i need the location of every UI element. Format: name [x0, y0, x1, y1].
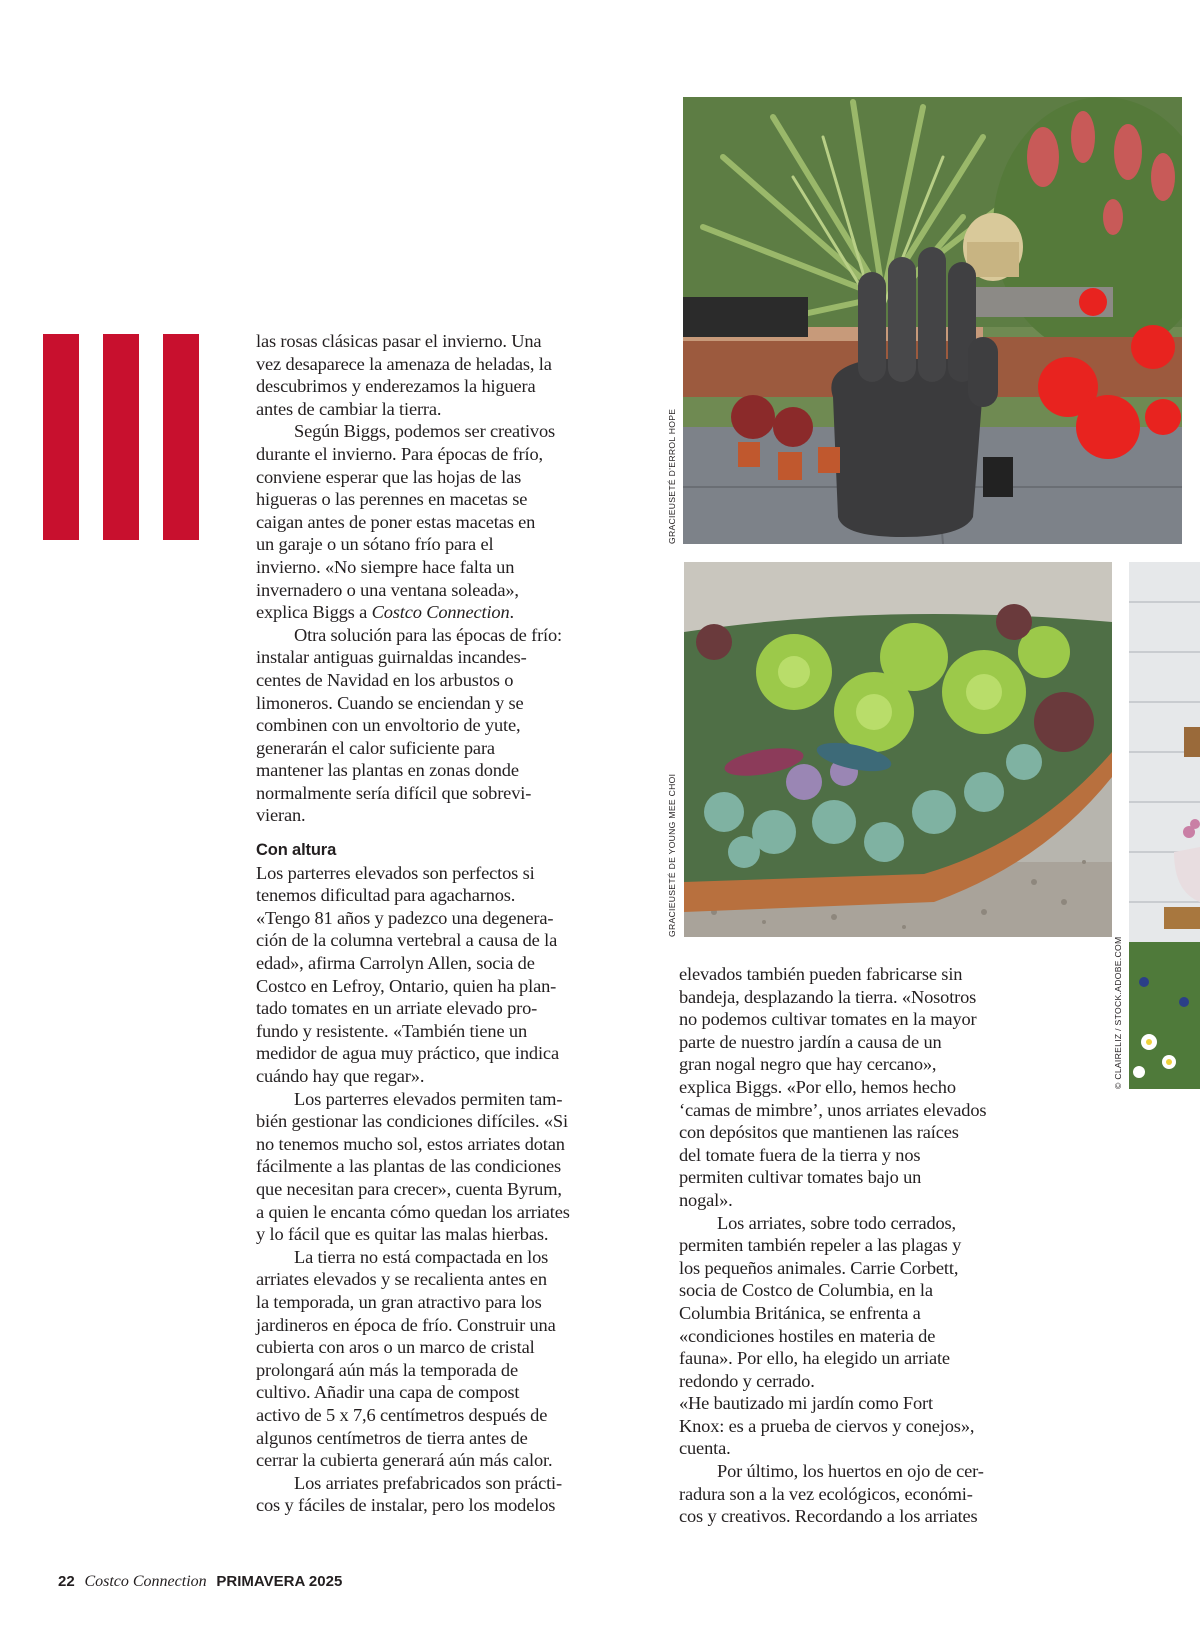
text-line: con depósitos que mantienen las raíces — [679, 1122, 959, 1143]
text-line: los pequeños animales. Carrie Corbett, — [679, 1257, 959, 1278]
text-line: gran nogal negro que hay cercano», — [679, 1054, 937, 1075]
text-line: limoneros. Cuando se enciendan y se — [256, 692, 524, 713]
text-line: centes de Navidad en los arbustos o — [256, 669, 514, 690]
text-line: nogal». — [679, 1189, 733, 1210]
text-line: Por último, los huertos en ojo de cer- — [717, 1461, 984, 1482]
text-line: tado tomates en un arriate elevado pro- — [256, 998, 538, 1019]
text-line: Otra solución para las épocas de frío: — [294, 624, 563, 645]
text-line: socia de Costco de Columbia, en la — [679, 1280, 933, 1301]
text-line: descubrimos y enderezamos la higuera — [256, 376, 536, 397]
text-line: mantener las plantas en zonas donde — [256, 760, 519, 781]
text-line: cos y fáciles de instalar, pero los modelos — [256, 1495, 556, 1516]
text-line: parte de nuestro jardín a causa de un — [679, 1031, 942, 1052]
text-line: vez desaparece la amenaza de heladas, la — [256, 353, 552, 374]
issue-label: PRIMAVERA 2025 — [216, 1573, 343, 1590]
text-line: «Tengo 81 años y padezco una degenera- — [256, 907, 554, 928]
decorative-red-bar-2 — [103, 334, 139, 540]
text-line: Columbia Británica, se enfrenta a — [679, 1302, 921, 1323]
photo-hand-chair-image — [683, 97, 1182, 544]
text-line: elevados también pueden fabricarse sin — [679, 964, 963, 984]
page-number: 22 — [58, 1573, 75, 1590]
text-line: Los parterres elevados permiten tam- — [294, 1088, 563, 1109]
text-line: ción de la columna vertebral a causa de la — [256, 930, 558, 951]
text-line: «condiciones hostiles en materia de — [679, 1325, 936, 1346]
text-line: combinen con un envoltorio de yute, — [256, 715, 521, 736]
text-line: prolongará aún más la temporada de — [256, 1359, 518, 1380]
text-line: explica Biggs. «Por ello, hemos hecho — [679, 1076, 956, 1097]
photo-credit-3: © CLAIRELIZ / STOCK.ADOBE.COM — [1113, 936, 1123, 1089]
section-subhead: Con altura — [256, 841, 337, 860]
text-line: medidor de agua muy práctico, que indica — [256, 1043, 559, 1064]
text-line: explica Biggs a Costco Connection. — [256, 602, 514, 623]
text-line: Knox: es a prueba de ciervos y conejos», — [679, 1415, 975, 1436]
text-line: normalmente sería difícil que sobrevi- — [256, 782, 532, 803]
text-line: antes de cambiar la tierra. — [256, 398, 442, 419]
text-line: cultivo. Añadir una capa de compost — [256, 1382, 520, 1403]
text-line: cubierta con aros o un marco de cristal — [256, 1337, 535, 1358]
text-line: activo de 5 x 7,6 centímetros después de — [256, 1404, 548, 1425]
text-line: redondo y cerrado. — [679, 1370, 815, 1391]
text-line: fundo y resistente. «También tiene un — [256, 1020, 527, 1041]
text-line: radura son a la vez ecológicos, económi- — [679, 1483, 973, 1504]
decorative-red-bar-3 — [163, 334, 199, 540]
text-line: generarán el calor suficiente para — [256, 737, 495, 758]
text-line: Costco en Lefroy, Ontario, quien ha plan- — [256, 975, 557, 996]
column-right-body — [679, 963, 986, 1528]
column-left-body — [256, 330, 570, 827]
text-line: invierno. «No siempre hace falta un — [256, 556, 515, 577]
text-line: Los arriates prefabricados son prácti- — [294, 1472, 562, 1493]
text-line: no podemos cultivar tomates en la mayor — [679, 1009, 977, 1030]
text-line: ‘camas de mimbre’, unos arriates elevados — [679, 1099, 987, 1120]
text-line: que necesitan para crecer», cuenta Byrum, — [256, 1178, 562, 1199]
text-line: conviene esperar que las hojas de las — [256, 466, 522, 487]
text-line: permiten también repeler a las plagas y — [679, 1235, 962, 1256]
decorative-red-bar-1 — [43, 334, 79, 540]
text-line: La tierra no está compactada en los — [294, 1246, 549, 1267]
photo-credit-1: GRACIEUSETÉ D’ERROL HOPE — [667, 408, 677, 544]
text-line: bandeja, desplazando la tierra. «Nosotros — [679, 986, 977, 1007]
text-line: «He bautizado mi jardín como Fort — [679, 1393, 933, 1414]
photo-teacup-planter — [1129, 562, 1200, 1089]
text-line: y lo fácil que es quitar las malas hierbas. — [256, 1224, 549, 1245]
text-line: durante el invierno. Para épocas de frío, — [256, 443, 543, 464]
text-line: la temporada, un gran atractivo para los — [256, 1291, 542, 1312]
text-line: Los arriates, sobre todo cerrados, — [717, 1212, 956, 1233]
text-line: fácilmente a las plantas de las condiciones — [256, 1156, 562, 1177]
text-line: jardineros en época de frío. Construir una — [256, 1314, 556, 1335]
photo-hand-chair-garden — [683, 97, 1182, 544]
text-line: instalar antiguas guirnaldas incandes- — [256, 647, 527, 668]
text-line: edad», afirma Carrolyn Allen, socia de — [256, 953, 535, 974]
text-line: Según Biggs, podemos ser creativos — [294, 421, 556, 442]
text-line: permiten cultivar tomates bajo un — [679, 1167, 922, 1188]
photo-succulent-raised-bed — [684, 562, 1112, 937]
text-line: cerrar la cubierta generará aún más calor. — [256, 1450, 553, 1471]
text-line: vieran. — [256, 805, 306, 826]
photo-teacup-image — [1129, 562, 1200, 1089]
text-line: Los parterres elevados son perfectos si — [256, 862, 535, 883]
magazine-name: Costco Connection — [84, 1573, 207, 1590]
column-left-body-2 — [256, 862, 570, 1517]
text-line: cuándo hay que regar». — [256, 1066, 425, 1086]
text-line: un garaje o un sótano frío para el — [256, 534, 494, 555]
text-line: tenemos dificultad para agacharnos. — [256, 885, 516, 906]
text-line: a quien le encanta cómo quedan los arriates — [256, 1201, 570, 1222]
article-column-right — [679, 963, 986, 1528]
text-line: algunos centímetros de tierra antes de — [256, 1427, 528, 1448]
text-line: del tomate fuera de la tierra y nos — [679, 1144, 921, 1165]
text-line: cos y creativos. Recordando a los arriates — [679, 1506, 978, 1527]
text-line: cuenta. — [679, 1438, 731, 1459]
text-line: caigan antes de poner estas macetas en — [256, 511, 536, 532]
page-footer — [58, 1573, 342, 1591]
photo-succulent-image — [684, 562, 1112, 937]
text-line: las rosas clásicas pasar el invierno. Una — [256, 331, 542, 351]
photo-credit-2: GRACIEUSETÉ DE YOUNG MEE CHOI — [667, 773, 677, 937]
text-line: fauna». Por ello, ha elegido un arriate — [679, 1348, 950, 1369]
text-line: bién gestionar las condiciones difíciles. «Si — [256, 1111, 568, 1132]
text-line: arriates elevados y se recalienta antes en — [256, 1269, 547, 1290]
article-column-left — [256, 330, 570, 1517]
text-line: no tenemos mucho sol, estos arriates dotan — [256, 1133, 565, 1154]
text-line: invernadero o una ventana soleada», — [256, 579, 519, 600]
text-line: higueras o las perennes en macetas se — [256, 489, 528, 510]
